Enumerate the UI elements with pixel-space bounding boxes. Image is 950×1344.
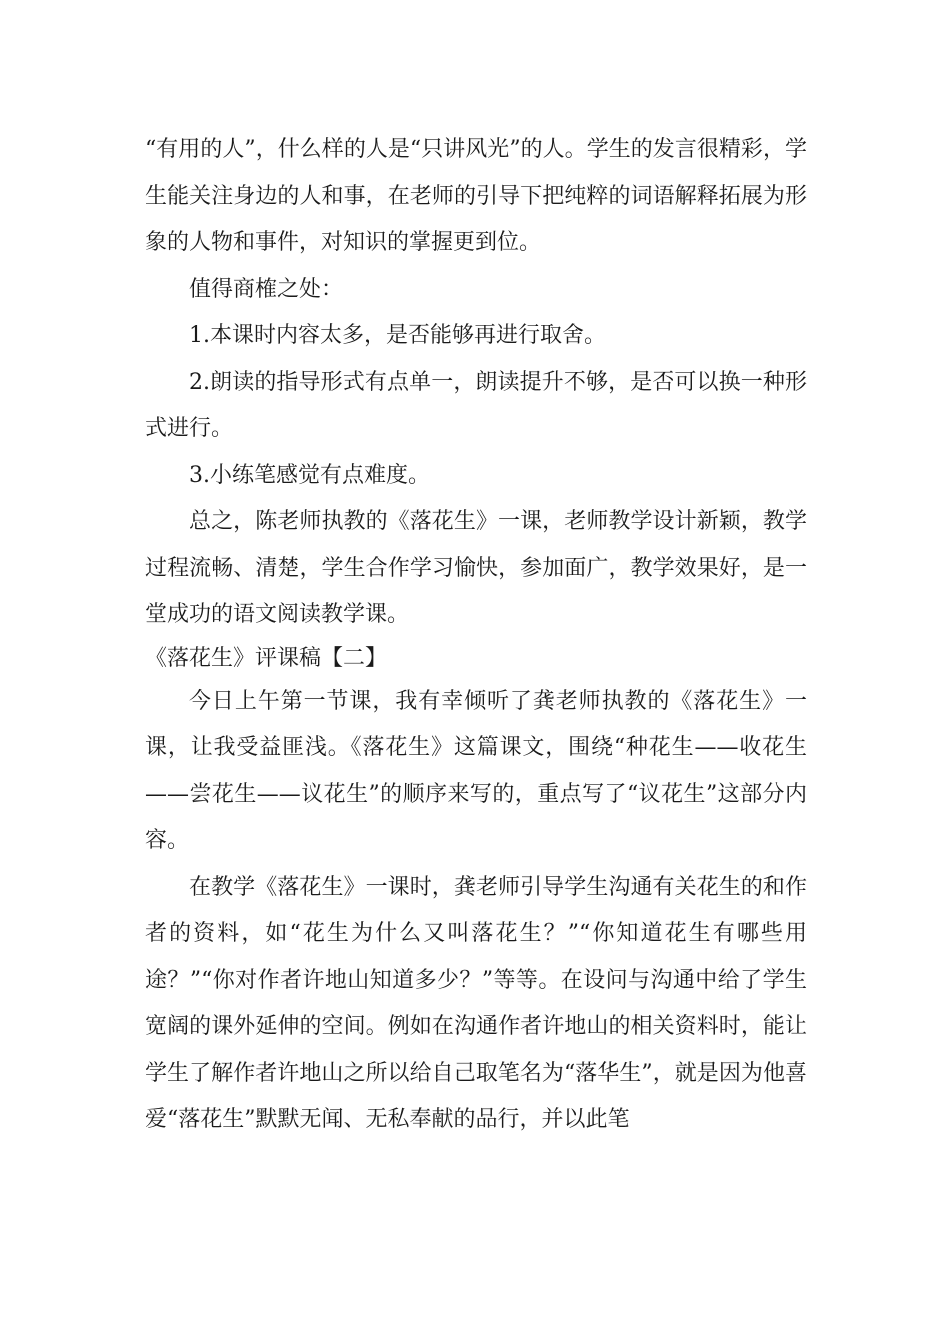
paragraph-6: 总之，陈老师执教的《落花生》一课，老师教学设计新颖，教学过程流畅、清楚，学生合作学习愉快，参加面广，教学效果好，是一堂成功的语文阅读教学课。 xyxy=(145,509,807,627)
section-title: 《落花生》评课稿【二】 xyxy=(145,645,388,671)
paragraph-1: “有用的人”，什么样的人是“只讲风光”的人。学生的发言很精彩，学生能关注身边的人和事，在老师的引导下把纯粹的词语解释拓展为形象的人物和事件，对知识的掌握更到位。 xyxy=(145,137,807,255)
paragraph-8: 在教学《落花生》一课时，龚老师引导学生沟通有关花生的和作者的资料，如“花生为什么又叫落花生？”“你知道花生有哪些用途？”“你对作者许地山知道多少？”等等。在设问与沟通中给了学生宽阔的课外延伸的空间。例如在沟通作者许地山的相关资料时，能让学生了解作者许地山之所以给自己取笔名为“落华生”，就是因为他喜爱“落花生”默默无闻、无私奉献的品行，并以此笔 xyxy=(145,874,807,1132)
paragraph-3: 1.本课时内容太多，是否能够再进行取舍。 xyxy=(189,323,606,348)
document-body xyxy=(145,127,807,1144)
paragraph-5: 3.小练笔感觉有点难度。 xyxy=(189,462,430,488)
paragraph-2: 值得商榷之处： xyxy=(189,276,344,302)
paragraph-4: 2.朗读的指导形式有点单一，朗读提升不够，是否可以换一种形式进行。 xyxy=(145,369,807,441)
paragraph-7: 今日上午第一节课，我有幸倾听了龚老师执教的《落花生》一课，让我受益匪浅。《落花生》这篇课文，围绕“种花生——收花生——尝花生——议花生”的顺序来写的，重点写了“议花生”这部分内容。 xyxy=(145,688,807,853)
